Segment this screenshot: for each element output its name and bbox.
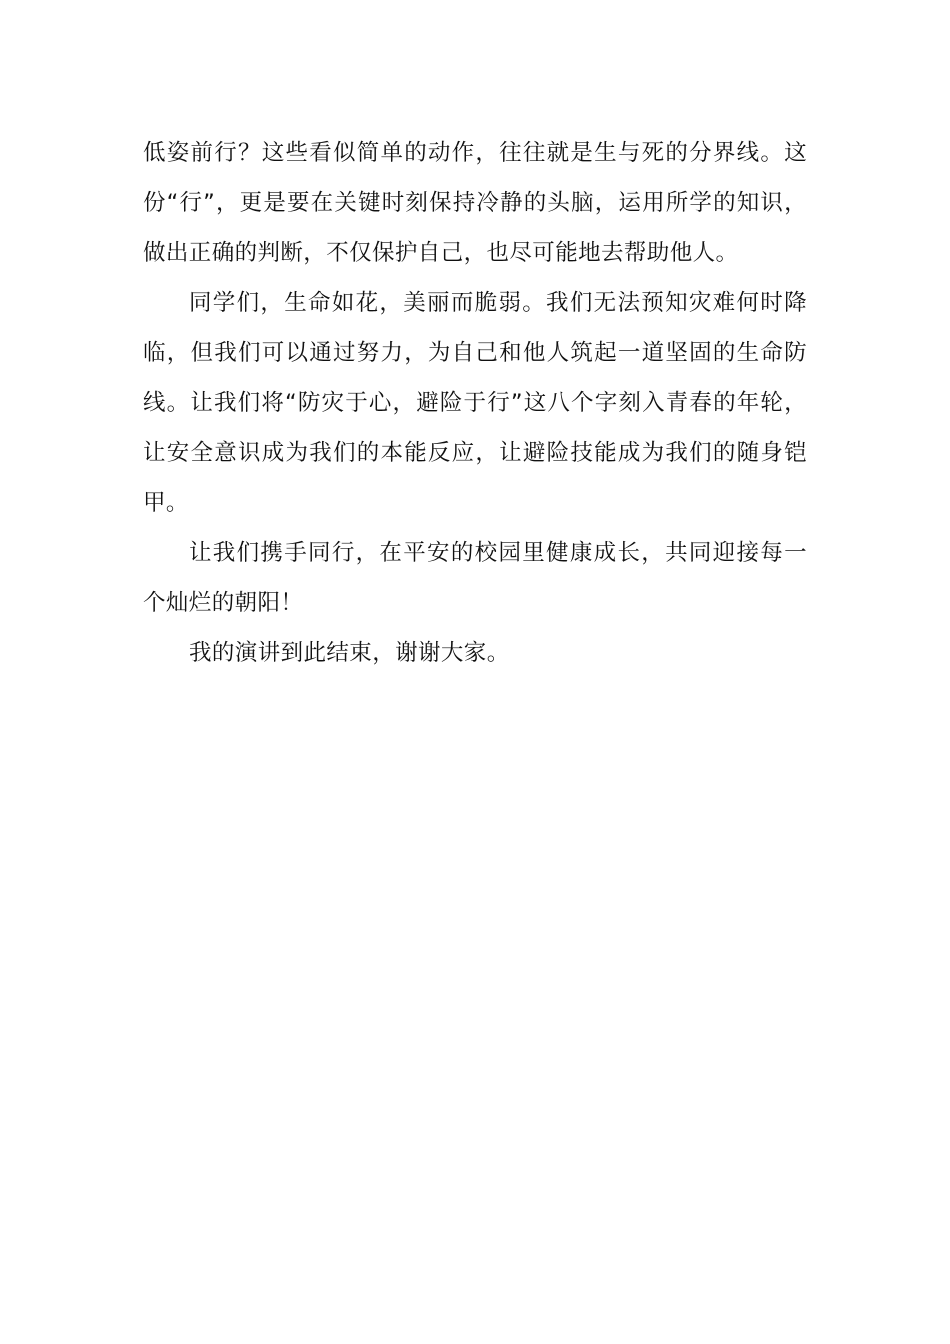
paragraph-walk-together: 让我们携手同行，在平安的校园里健康成长，共同迎接每一个灿烂的朝阳！	[143, 540, 807, 616]
document-body	[143, 128, 807, 678]
paragraph-life-like-flower: 同学们，生命如花，美丽而脆弱。我们无法预知灾难何时降临，但我们可以通过努力，为自己和他人筑起一道坚固的生命防线。让我们将“防灾于心，避险于行”这八个字刻入青春的年轮，让安全意识成为我们的本能反应，让避险技能成为我们的随身铠甲。	[143, 290, 807, 516]
paragraph-closing: 我的演讲到此结束，谢谢大家。	[189, 640, 510, 666]
paragraph-continuation: 低姿前行？这些看似简单的动作，往往就是生与死的分界线。这份“行”，更是要在关键时刻保持冷静的头脑，运用所学的知识，做出正确的判断，不仅保护自己，也尽可能地去帮助他人。	[143, 140, 807, 266]
